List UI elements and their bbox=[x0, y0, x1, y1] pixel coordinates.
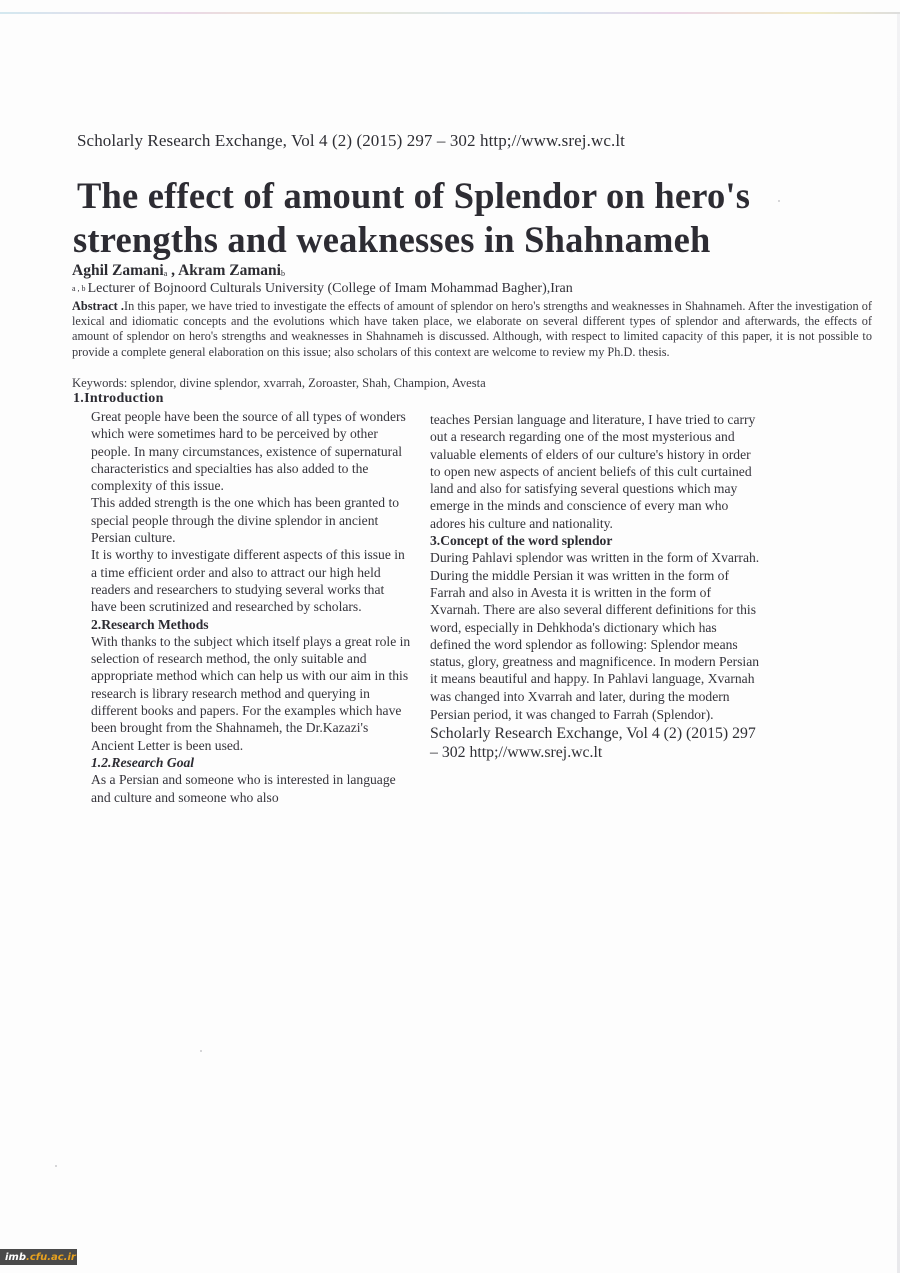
section-heading-research-goal: 1.2.Research Goal bbox=[91, 754, 195, 770]
affiliation bbox=[72, 281, 573, 297]
intro-paragraph: Great people have been the source of all types of wonders which were sometimes hard to be perceived by other people. In many circumstances, existence of supernatural characteristics and specialties has also added to the complexity of this issue. bbox=[91, 409, 406, 494]
affiliation-marks: a , b bbox=[72, 284, 86, 293]
title-line-1: The effect of amount of Splendor on hero's bbox=[77, 175, 751, 216]
abstract bbox=[72, 299, 872, 360]
intro-paragraph: It is worthy to investigate different aspects of this issue in a time efficient order and also to attract our high held readers and researchers to studying several works that have been scrutinized and researched by scholars. bbox=[91, 547, 405, 615]
keywords-label: Keywords: bbox=[72, 376, 128, 390]
affiliation-text: Lecturer of Bojnoord Culturals University (College of Imam Mohammad Bagher),Iran bbox=[87, 281, 573, 296]
section-heading-concept: 3.Concept of the word splendor bbox=[430, 533, 613, 549]
author-name: Akram Zamani bbox=[178, 262, 281, 279]
title-line-2: strengths and weaknesses in Shahnameh bbox=[73, 219, 711, 260]
scan-speck bbox=[200, 1050, 202, 1052]
abstract-text: In this paper, we have tried to investigate the effects of amount of splendor on hero's strengths and weaknesses in Shahnameh. After the investigation of lexical and idiomatic concepts and the evolutions which have taken place, we elaborate on several different types of splendor and afterwards, the effects of amount of splendor on hero's strengths and weaknesses in Shahnameh is discussed. Although, with respect to limited capacity of this paper, it is not possible to provide a complete general elaboration on this issue; also scholars of this context are welcome to review my Ph.D. thesis. bbox=[72, 299, 872, 359]
watermark-part-1: imb bbox=[5, 1251, 27, 1263]
site-watermark bbox=[0, 1249, 77, 1265]
section-heading-research-methods: 2.Research Methods bbox=[91, 616, 209, 632]
author-name: Aghil Zamani bbox=[72, 262, 164, 279]
running-head: Scholarly Research Exchange, Vol 4 (2) (2015) 297 – 302 http;//www.srej.wc.lt bbox=[77, 131, 625, 150]
author-list bbox=[72, 262, 285, 280]
scan-artifact-line bbox=[0, 12, 900, 14]
paper-title bbox=[73, 174, 833, 262]
research-goal-paragraph-continued: teaches Persian language and literature, I have tried to carry out a research regarding one of the most mysterious and valuable elements of elders of our culture's history in order to open new aspects of ancient beliefs of this cult curtained land and also for satisfying several questions which may emerge in the minds and conscience of every man who adores his culture and nationality. bbox=[430, 412, 756, 531]
concept-text: During Pahlavi splendor was written in the form of Xvarrah. During the middle Persian it was written in the form of Farrah and also in Avesta it is written in the form of Xvarnah. There are also several different definitions for this word, especially in Dehkhoda's dictionary which has defined the word splendor as following: Splendor means status, glory, greatness and magnificence. In modern Persian it means beautiful and happy. In Pahlavi language, Xvarnah was changed into Xvarrah and later, during the modern Persian period, it was changed to Farrah (Splendor). bbox=[430, 550, 760, 723]
scan-speck bbox=[55, 1165, 57, 1167]
author-separator: , bbox=[167, 262, 179, 279]
author-mark: a bbox=[163, 269, 168, 278]
section-heading-introduction: 1.Introduction bbox=[73, 391, 164, 406]
research-methods-paragraph: With thanks to the subject which itself plays a great role in selection of research method, the only suitable and appropriate method which can help us with our aim in this research is library research method and querying in different books and papers. For the examples which have been brought from the Shahnameh, the Dr.Kazazi's Ancient Letter is been used. bbox=[91, 633, 411, 753]
intro-paragraph: This added strength is the one which has been granted to special people through the divine splendor in ancient Persian culture. bbox=[91, 495, 400, 546]
trailing-citation: Scholarly Research Exchange, Vol 4 (2) (2015) 297 – 302 http;//www.srej.wc.lt bbox=[430, 725, 756, 762]
right-column bbox=[430, 411, 760, 762]
research-goal-paragraph-start: As a Persian and someone who is interested in language and culture and someone who also bbox=[91, 772, 396, 805]
concept-paragraph bbox=[430, 549, 760, 762]
keywords bbox=[72, 376, 486, 391]
keywords-text: splendor, divine splendor, xvarrah, Zoroaster, Shah, Champion, Avesta bbox=[127, 376, 486, 390]
left-column bbox=[91, 408, 413, 806]
abstract-label: Abstract . bbox=[72, 299, 124, 313]
scan-speck bbox=[778, 200, 780, 202]
watermark-part-2: .cfu.ac.ir bbox=[26, 1251, 76, 1263]
author-mark: b bbox=[281, 269, 285, 278]
